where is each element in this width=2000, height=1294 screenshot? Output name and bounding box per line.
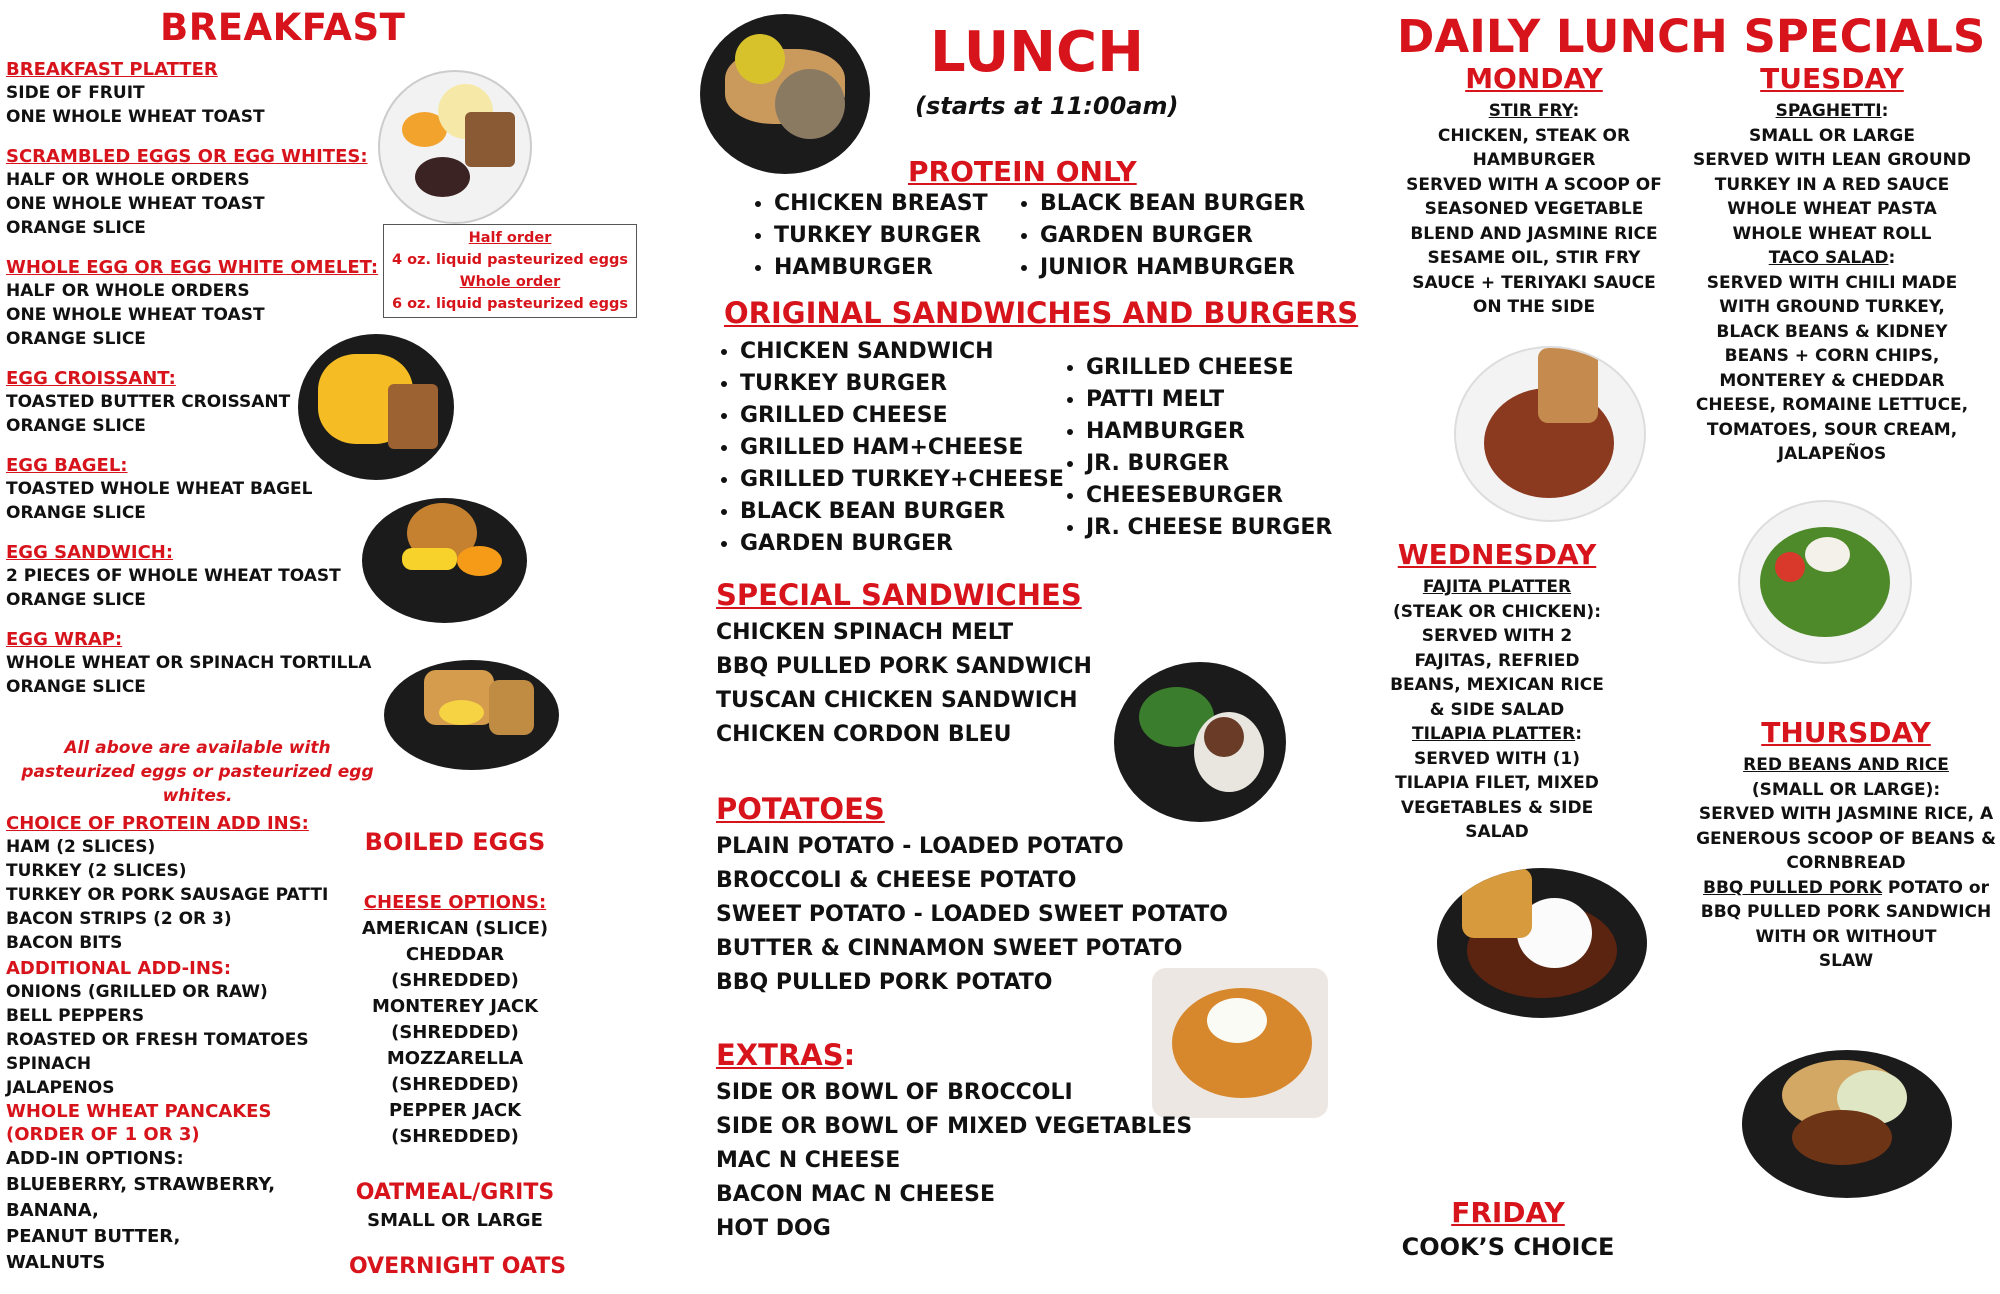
wednesday-line: SERVED WITH 2 — [1421, 626, 1573, 646]
extras-list — [716, 1076, 1192, 1246]
monday-title: MONDAY — [1465, 62, 1603, 95]
thursday-line: SLAW — [1818, 951, 1874, 971]
protein-only-col1 — [752, 188, 988, 284]
breakfast-section-line: HALF OR WHOLE ORDERS — [6, 170, 250, 190]
breakfast-section-title: BREAKFAST PLATTER — [6, 59, 218, 80]
half-order-desc: 4 oz. liquid pasteurized eggs — [391, 252, 629, 268]
breakfast-section-line: SIDE OF FRUIT — [6, 83, 145, 103]
extras-title-text: EXTRAS — [716, 1038, 844, 1072]
breakfast-section-title: EGG BAGEL: — [6, 455, 128, 476]
potatoes-list — [716, 830, 1228, 1000]
special-sandwich-item: CHICKEN SPINACH MELT — [716, 620, 1014, 645]
protein-only-item: • GARDEN BURGER — [1040, 220, 1305, 252]
cheese-option: CHEDDAR — [405, 944, 505, 965]
breakfast-section-line: ONE WHOLE WHEAT TOAST — [6, 107, 265, 127]
wednesday-line: TILAPIA FILET, MIXED — [1395, 773, 1599, 793]
monday-line: SEASONED VEGETABLE — [1424, 199, 1644, 219]
monday-item-name: STIR FRY: — [1488, 101, 1580, 121]
protein-addins-title: CHOICE OF PROTEIN ADD INS: — [6, 813, 309, 834]
tuesday-line: WHOLE WHEAT ROLL — [1732, 223, 1932, 244]
oatmeal-size: SMALL OR LARGE — [367, 1210, 543, 1231]
thursday-section — [1694, 716, 1998, 974]
breakfast-section-line: ONE WHOLE WHEAT TOAST — [6, 194, 265, 214]
cheese-option: (SHREDDED) — [391, 1022, 519, 1043]
protein-addin-item: BACON BITS — [6, 933, 123, 953]
wednesday-title: WEDNESDAY — [1397, 538, 1597, 571]
breakfast-section-title: EGG CROISSANT: — [6, 368, 176, 389]
pancake-option: BLUEBERRY, STRAWBERRY, — [6, 1174, 276, 1195]
wednesday-line: SALAD — [1465, 822, 1529, 842]
original-sandwich-item: • JR. BURGER — [1086, 448, 1332, 480]
protein-only-col2 — [1018, 188, 1305, 284]
stir-fry-photo — [1454, 346, 1646, 522]
pancakes-order: (ORDER OF 1 OR 3) — [6, 1124, 200, 1145]
original-sandwich-item: • GRILLED HAM+CHEESE — [740, 432, 1064, 464]
original-col2 — [1064, 352, 1332, 544]
protein-only-item: • BLACK BEAN BURGER — [1040, 188, 1305, 220]
tuesday-line: CHEESE, ROMAINE LETTUCE, — [1695, 395, 1969, 415]
breakfast-section-title: EGG SANDWICH: — [6, 542, 174, 563]
cheese-option: (SHREDDED) — [391, 970, 519, 991]
potato-item: BBQ PULLED PORK POTATO — [716, 970, 1053, 995]
original-sandwich-item: • GRILLED CHEESE — [1086, 352, 1332, 384]
whole-order-label: Whole order — [459, 274, 561, 290]
breakfast-section-line: ORANGE SLICE — [6, 218, 146, 238]
original-col1 — [718, 336, 1064, 560]
tuesday-line: TURKEY IN A RED SAUCE — [1714, 174, 1950, 195]
friday-section — [1374, 1196, 1642, 1261]
monday-line: HAMBURGER — [1472, 150, 1596, 170]
thursday-line: BBQ PULLED PORK SANDWICH — [1700, 902, 1992, 922]
additional-addin-item: ONIONS (GRILLED OR RAW) — [6, 982, 268, 1002]
egg-croissant-photo — [362, 498, 527, 623]
tuesday-line: MONTEREY & CHEDDAR — [1719, 370, 1945, 391]
breakfast-note: All above are available with pasteurized eggs or pasteurized egg whites. — [21, 738, 374, 806]
special-sandwich-item: BBQ PULLED PORK SANDWICH — [716, 654, 1092, 679]
breakfast-section-line: ORANGE SLICE — [6, 503, 146, 523]
breakfast-section-title: SCRAMBLED EGGS OR EGG WHITES: — [6, 146, 368, 167]
breakfast-section-line: HALF OR WHOLE ORDERS — [6, 281, 250, 301]
additional-addins-title: ADDITIONAL ADD-INS: — [6, 958, 232, 979]
protein-addin-item: BACON STRIPS (2 OR 3) — [6, 909, 232, 929]
thursday-line: CORNBREAD — [1786, 853, 1906, 873]
protein-only-item: • HAMBURGER — [774, 252, 988, 284]
breakfast-section-line: TOASTED BUTTER CROISSANT — [6, 392, 291, 412]
cheese-options-title: CHEESE OPTIONS: — [363, 892, 547, 913]
original-sandwich-item: • HAMBURGER — [1086, 416, 1332, 448]
monday-line: BLEND AND JASMINE RICE — [1410, 223, 1658, 244]
additional-addin-item: BELL PEPPERS — [6, 1006, 145, 1026]
breakfast-section-line: WHOLE WHEAT OR SPINACH TORTILLA — [6, 653, 372, 673]
potato-item: SWEET POTATO - LOADED SWEET POTATO — [716, 902, 1229, 927]
breakfast-section-line: 2 PIECES OF WHOLE WHEAT TOAST — [6, 566, 341, 586]
original-sandwich-item: • GARDEN BURGER — [740, 528, 1064, 560]
breakfast-section-title: EGG WRAP: — [6, 629, 123, 650]
thursday-line: GENEROUS SCOOP OF BEANS & — [1696, 828, 1996, 849]
breakfast-title: BREAKFAST — [160, 6, 406, 49]
breakfast-section-title: WHOLE EGG OR EGG WHITE OMELET: — [6, 257, 379, 278]
protein-addin-item: HAM (2 SLICES) — [6, 837, 156, 857]
special-sandwiches-title: SPECIAL SANDWICHES — [716, 578, 1082, 612]
original-sandwich-item: • BLACK BEAN BURGER — [740, 496, 1064, 528]
tuesday-item2-name: TACO SALAD: — [1768, 248, 1896, 268]
breakfast-section-line: ONE WHOLE WHEAT TOAST — [6, 305, 265, 325]
oatmeal — [325, 1178, 585, 1234]
special-sandwiches-list — [716, 616, 1092, 752]
tuesday-line: TOMATOES, SOUR CREAM, — [1706, 419, 1958, 440]
extras-item: SIDE OR BOWL OF MIXED VEGETABLES — [716, 1114, 1193, 1139]
pancake-option: PEANUT BUTTER, — [6, 1226, 181, 1247]
breakfast-section-line: ORANGE SLICE — [6, 329, 146, 349]
taco-salad-photo — [1738, 500, 1912, 664]
lunch-sandwich-photo — [700, 14, 870, 174]
thursday-item1-name: RED BEANS AND RICE — [1743, 755, 1949, 775]
tuesday-line: BEANS + CORN CHIPS, — [1724, 346, 1940, 366]
thursday-line: (SMALL OR LARGE): — [1751, 779, 1941, 800]
tuesday-item1-name: SPAGHETTI: — [1775, 101, 1889, 121]
cheese-option: AMERICAN (SLICE) — [361, 918, 549, 939]
breakfast-section-line: TOASTED WHOLE WHEAT BAGEL — [6, 479, 313, 499]
tuesday-line: WHOLE WHEAT PASTA — [1727, 199, 1937, 219]
wednesday-line: VEGETABLES & SIDE — [1400, 797, 1594, 818]
extras-item: MAC N CHEESE — [716, 1148, 901, 1173]
breakfast-platter-photo — [378, 70, 532, 224]
protein-only-item: • CHICKEN BREAST — [774, 188, 988, 220]
pancakes-title: WHOLE WHEAT PANCAKES — [6, 1101, 272, 1122]
red-beans-photo — [1437, 868, 1647, 1018]
wednesday-line: & SIDE SALAD — [1429, 699, 1565, 720]
potatoes-title: POTATOES — [716, 792, 885, 826]
monday-line: CHICKEN, STEAK OR — [1437, 125, 1631, 146]
original-sandwich-item: • JR. CHEESE BURGER — [1086, 512, 1332, 544]
wednesday-section — [1390, 538, 1604, 845]
thursday-title: THURSDAY — [1761, 716, 1931, 749]
lunch-title: LUNCH — [930, 20, 1144, 85]
breakfast-section-line: ORANGE SLICE — [6, 590, 146, 610]
wednesday-line: SERVED WITH (1) — [1414, 748, 1580, 769]
cheese-option: (SHREDDED) — [391, 1126, 519, 1147]
original-sandwich-item: • CHICKEN SANDWICH — [740, 336, 1064, 368]
protein-addins — [6, 812, 336, 1276]
thursday-line: SERVED WITH JASMINE RICE, A — [1698, 804, 1994, 824]
oatmeal-title: OATMEAL/GRITS — [355, 1180, 555, 1205]
extras-item: SIDE OR BOWL OF BROCCOLI — [716, 1080, 1073, 1105]
monday-line: SESAME OIL, STIR FRY — [1427, 248, 1641, 268]
pancake-option: BANANA, — [6, 1200, 99, 1221]
egg-order-box — [383, 224, 637, 318]
wednesday-item2-name: TILAPIA PLATTER: — [1412, 724, 1582, 744]
tuesday-line: WITH GROUND TURKEY, — [1719, 297, 1945, 317]
cheese-options — [335, 890, 575, 1150]
special-sandwich-item: CHICKEN CORDON BLEU — [716, 722, 1012, 747]
protein-addin-item: TURKEY (2 SLICES) — [6, 861, 187, 881]
monday-line: SAUCE + TERIYAKI SAUCE — [1412, 272, 1656, 293]
original-sandwich-item: • GRILLED TURKEY+CHEESE — [740, 464, 1064, 496]
wednesday-line: BEANS, MEXICAN RICE — [1390, 675, 1604, 695]
protein-only-item: • JUNIOR HAMBURGER — [1040, 252, 1305, 284]
additional-addin-item: SPINACH — [6, 1054, 92, 1074]
additional-addin-item: JALAPENOS — [6, 1078, 115, 1098]
omelet-photo — [298, 334, 454, 480]
tuesday-line: JALAPEÑOS — [1777, 444, 1887, 464]
extras-title-colon: : — [843, 1038, 856, 1072]
protein-only-title: PROTEIN ONLY — [908, 155, 1137, 188]
cheese-option: PEPPER JACK — [388, 1100, 522, 1121]
tuesday-line: SERVED WITH LEAN GROUND — [1693, 150, 1971, 170]
monday-line: SERVED WITH A SCOOP OF — [1406, 174, 1662, 195]
tuesday-line: SERVED WITH CHILI MADE — [1706, 272, 1958, 293]
original-sandwich-item: • GRILLED CHEESE — [740, 400, 1064, 432]
overnight-oats: OVERNIGHT OATS — [348, 1254, 567, 1279]
breakfast-section-line: ORANGE SLICE — [6, 677, 146, 697]
pancake-option: WALNUTS — [6, 1252, 106, 1273]
protein-only-item: • TURKEY BURGER — [774, 220, 988, 252]
original-sandwich-item: • PATTI MELT — [1086, 384, 1332, 416]
whole-order-desc: 6 oz. liquid pasteurized eggs — [391, 296, 629, 312]
tuesday-line: BLACK BEANS & KIDNEY — [1716, 321, 1948, 342]
thursday-item2-name: BBQ PULLED PORK POTATO or — [1702, 877, 1989, 898]
monday-line: ON THE SIDE — [1472, 297, 1596, 317]
half-order-label: Half order — [468, 230, 552, 246]
friday-desc: COOK’S CHOICE — [1401, 1233, 1615, 1261]
breakfast-section-line: ORANGE SLICE — [6, 416, 146, 436]
bbq-sandwich-photo — [1742, 1050, 1952, 1198]
wednesday-line: FAJITAS, REFRIED — [1414, 650, 1580, 671]
boiled-eggs: BOILED EGGS — [364, 828, 546, 856]
tuesday-section — [1682, 62, 1982, 467]
special-sandwich-photo — [1114, 662, 1286, 822]
tuesday-line: SMALL OR LARGE — [1748, 125, 1915, 146]
original-sandwiches-title: ORIGINAL SANDWICHES AND BURGERS — [724, 296, 1359, 330]
pancakes-addin-label: ADD-IN OPTIONS: — [6, 1148, 184, 1169]
lunch-subtitle: (starts at 11:00am) — [915, 92, 1179, 120]
wednesday-line: (STEAK OR CHICKEN): — [1392, 601, 1602, 622]
potato-item: BUTTER & CINNAMON SWEET POTATO — [716, 936, 1183, 961]
thursday-line: WITH OR WITHOUT — [1755, 926, 1937, 947]
protein-addin-item: TURKEY OR PORK SAUSAGE PATTI — [6, 885, 329, 905]
potato-item: PLAIN POTATO - LOADED POTATO — [716, 834, 1124, 859]
daily-specials-title: DAILY LUNCH SPECIALS — [1397, 10, 1986, 63]
extras-item: BACON MAC N CHEESE — [716, 1182, 995, 1207]
special-sandwich-item: TUSCAN CHICKEN SANDWICH — [716, 688, 1078, 713]
friday-title: FRIDAY — [1451, 1196, 1565, 1229]
original-sandwich-item: • TURKEY BURGER — [740, 368, 1064, 400]
cheese-option: MONTEREY JACK — [371, 996, 539, 1017]
egg-wrap-photo — [384, 660, 559, 770]
additional-addin-item: ROASTED OR FRESH TOMATOES — [6, 1030, 309, 1050]
wednesday-item1-name: FAJITA PLATTER — [1422, 577, 1572, 597]
extras-item: HOT DOG — [716, 1216, 831, 1241]
potato-item: BROCCOLI & CHEESE POTATO — [716, 868, 1077, 893]
cheese-option: MOZZARELLA — [386, 1048, 524, 1069]
cheese-option: (SHREDDED) — [391, 1074, 519, 1095]
original-sandwich-item: • CHEESEBURGER — [1086, 480, 1332, 512]
tuesday-title: TUESDAY — [1760, 62, 1904, 95]
monday-section — [1382, 62, 1686, 320]
extras-title — [716, 1038, 855, 1072]
